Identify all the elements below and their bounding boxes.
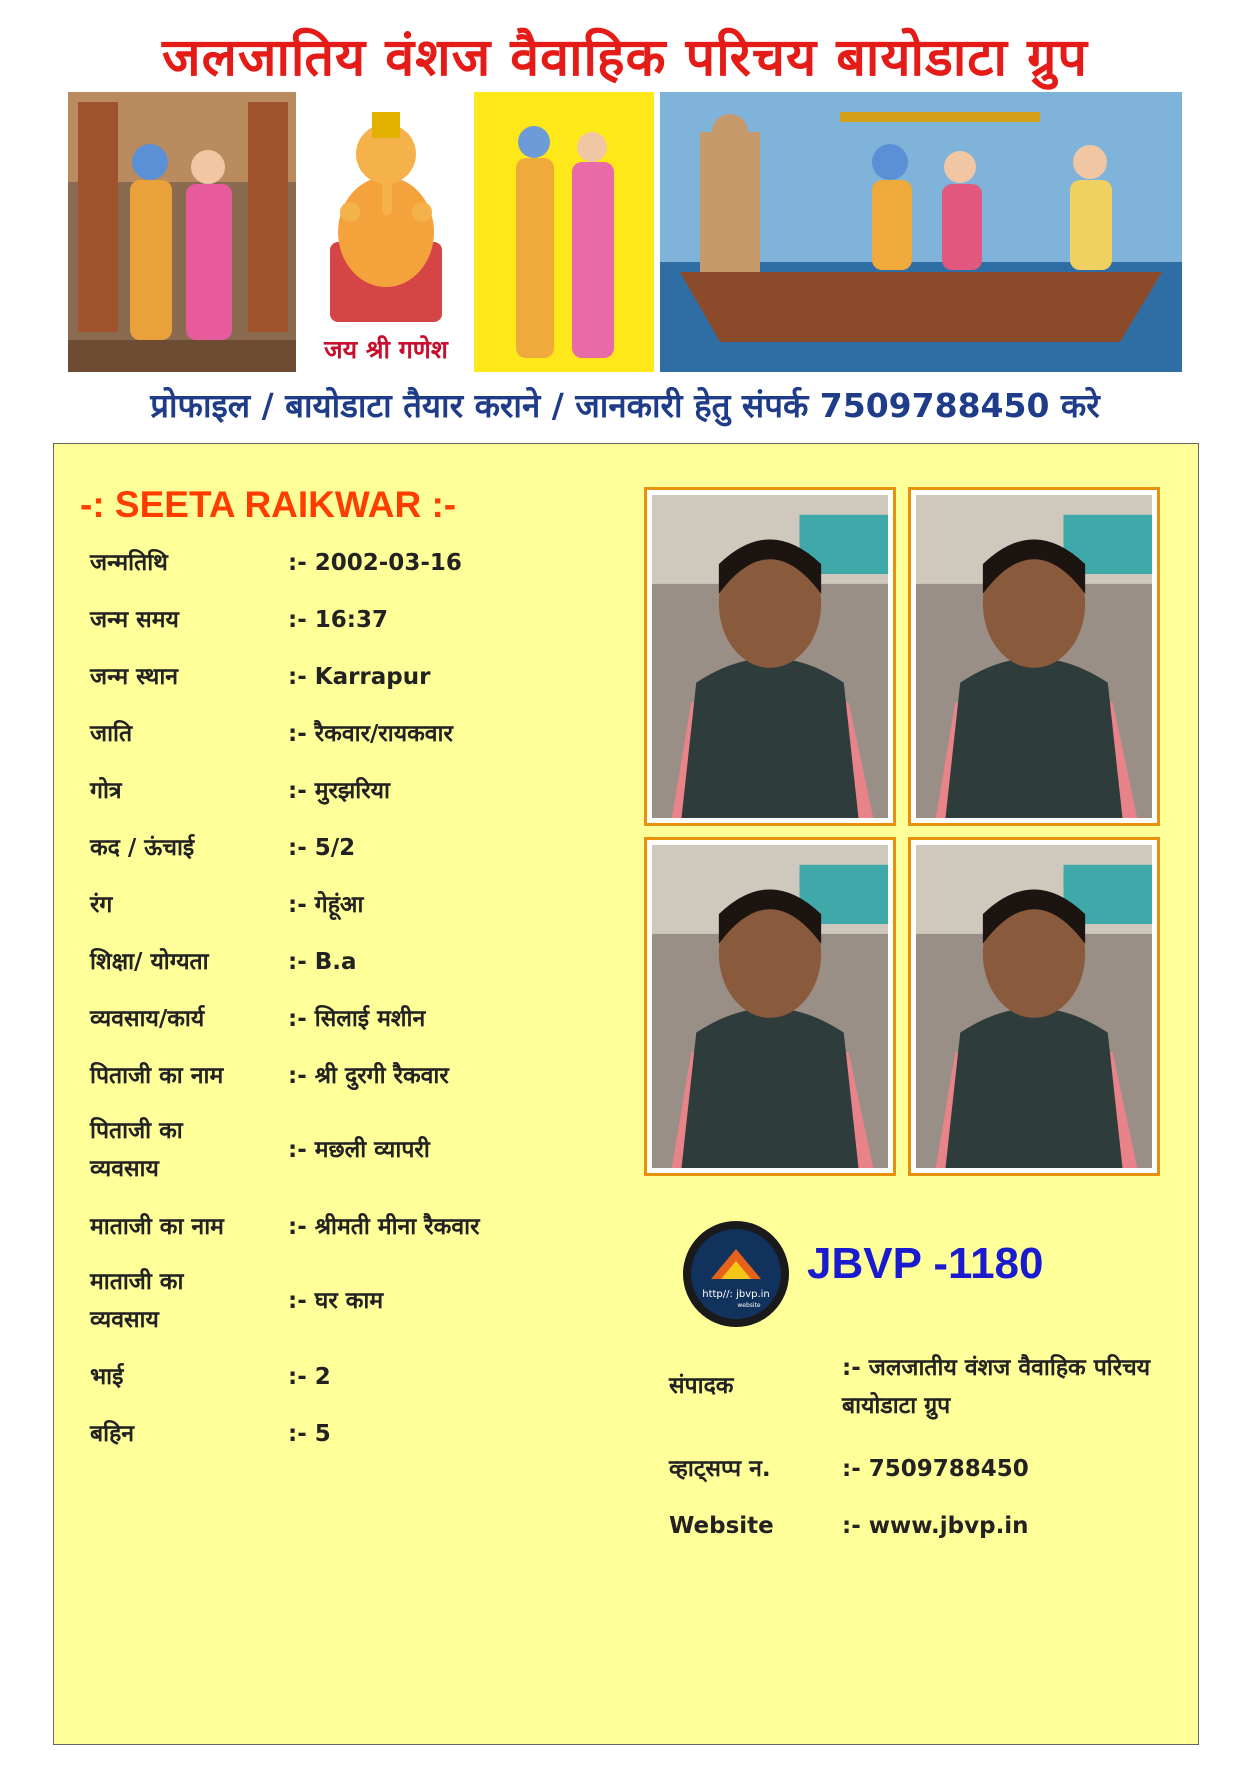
info-value: :- www.jbvp.in (842, 1513, 1029, 1539)
detail-value: :- घर काम (288, 1288, 384, 1314)
detail-label: रंग (90, 892, 113, 918)
logo-text: http//: jbvp.in (702, 1289, 770, 1300)
detail-label: कद / ऊंचाई (90, 835, 195, 861)
detail-value: :- सिलाई मशीन (288, 1006, 426, 1032)
detail-value: :- श्रीमती मीना रैकवार (288, 1214, 480, 1240)
detail-value: :- गेहूंआ (288, 892, 364, 918)
detail-label: माताजी का नाम (90, 1214, 224, 1240)
banner-image-ganesh (300, 92, 472, 372)
detail-value: :- 5/2 (288, 835, 356, 861)
detail-value: :- रैकवार/रायकवार (288, 721, 453, 747)
profile-id: JBVP -1180 (807, 1239, 1044, 1288)
detail-label: बहिन (90, 1421, 135, 1447)
banner-image-ram-boat (660, 92, 1182, 372)
person-name: -: SEETA RAIKWAR :- (80, 484, 457, 525)
detail-label: जन्म समय (90, 607, 179, 633)
ganesh-caption: जय श्री गणेश (324, 335, 448, 364)
detail-value: :- 2002-03-16 (288, 550, 462, 576)
profile-photo (908, 837, 1160, 1176)
jbvp-logo (681, 1219, 791, 1329)
detail-value: :- B.a (288, 949, 357, 975)
detail-label: जन्म स्थान (90, 664, 179, 690)
info-label: संपादक (669, 1373, 734, 1399)
detail-label: भाई (90, 1364, 124, 1390)
detail-label: जाति (90, 721, 133, 747)
page-title: जलजातिय वंशज वैवाहिक परिचय बायोडाटा ग्रुप (162, 28, 1088, 88)
detail-label: पिताजी का व्यवसाय (90, 1118, 183, 1182)
detail-value: :- Karrapur (288, 664, 431, 690)
detail-label: माताजी का व्यवसाय (90, 1269, 184, 1333)
detail-label: व्यवसाय/कार्य (90, 1006, 205, 1032)
detail-label: गोत्र (90, 778, 122, 804)
profile-photo (644, 837, 896, 1176)
detail-label: शिक्षा/ योग्यता (90, 949, 209, 975)
info-value: :- 7509788450 (842, 1456, 1029, 1482)
detail-label: पिताजी का नाम (90, 1063, 224, 1089)
profile-photo (644, 487, 896, 826)
banner-image-ram-sita-wedding (68, 92, 296, 372)
detail-value: :- 16:37 (288, 607, 388, 633)
logo-subtext: website (737, 1302, 761, 1309)
detail-value: :- मछली व्यापरी (288, 1137, 430, 1163)
detail-value: :- मुरझरिया (288, 778, 390, 804)
detail-value: :- श्री दुरगी रैकवार (288, 1063, 449, 1089)
info-label: Website (669, 1513, 774, 1539)
contact-line: प्रोफाइल / बायोडाटा तैयार कराने / जानकारी हेतु संपर्क 7509788450 करे (150, 386, 1100, 425)
profile-photo (908, 487, 1160, 826)
detail-value: :- 2 (288, 1364, 331, 1390)
detail-value: :- 5 (288, 1421, 331, 1447)
banner-image-ram-sita (474, 92, 654, 372)
biodata-panel (53, 443, 1199, 1745)
info-value: :- जलजातीय वंशज वैवाहिक परिचय बायोडाटा ग्रुप (842, 1355, 1151, 1419)
detail-label: जन्मतिथि (90, 550, 168, 576)
info-label: व्हाट्सप्प न. (669, 1456, 771, 1482)
